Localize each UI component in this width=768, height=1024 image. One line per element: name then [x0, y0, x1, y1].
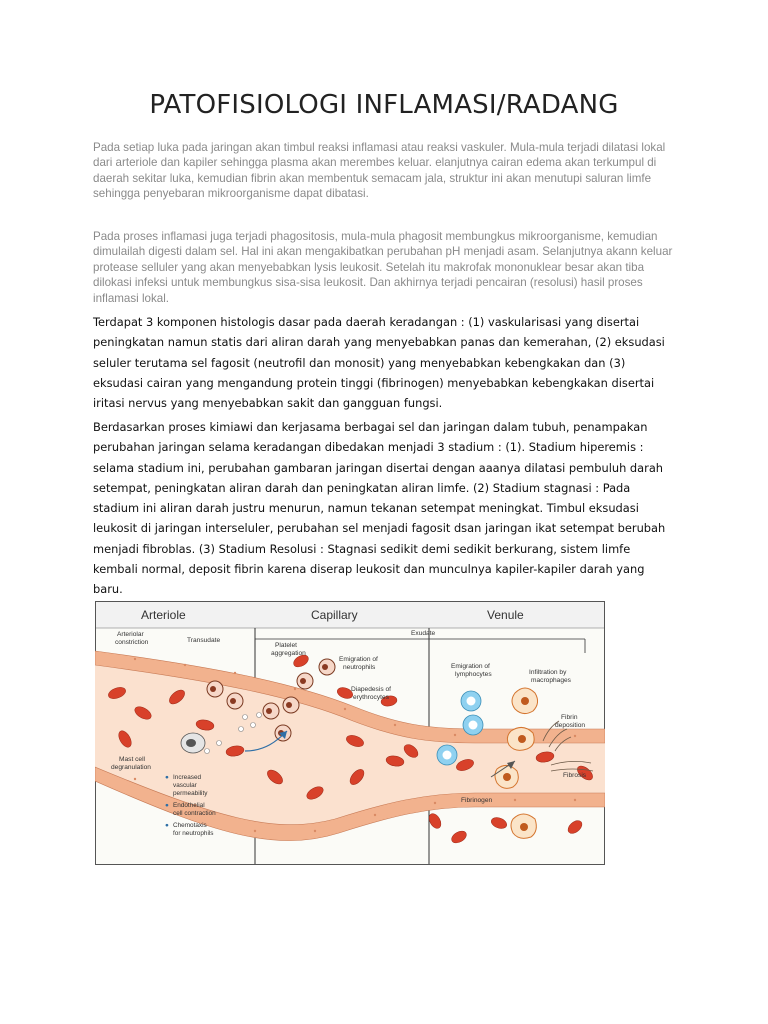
label-diapedesis: Diapedesis of [351, 686, 391, 693]
legend-bullet-icon: ● [165, 774, 169, 781]
label-fibrosis: Fibrosis [563, 772, 587, 779]
label-transudate: Transudate [187, 637, 221, 644]
label-fibrin-deposition-2: deposition [555, 722, 586, 729]
inflammation-figure [95, 601, 605, 865]
label-infiltration-2: macrophages [531, 677, 571, 684]
label-emigration-lymphocytes-2: lymphocytes [455, 671, 492, 678]
label-fibrinogen: Fibrinogen [461, 797, 493, 804]
label-infiltration: Infiltration by [529, 669, 567, 676]
inflammation-diagram [95, 601, 605, 865]
legend-permeability-1: Increased [173, 774, 202, 781]
region-capillary: Capillary [311, 608, 358, 622]
label-arteriolar-constriction-2: constriction [115, 639, 149, 646]
region-venule: Venule [487, 608, 524, 622]
label-platelet-aggregation-2: aggregation [271, 650, 306, 657]
stages-paragraph: Berdasarkan proses kimiawi dan kerjasama berbagai sel dan jaringan dalam tubuh, penampakan perubahan jaringan selama keradangan dibedakan menjadi 3 stadium : (1). Stadium hiperemis : selama stadium ini, perubahan gambaran jaringan disertai dengan aaanya dilatasi pembuluh darah setempat, peningkatan aliran darah dan peningkatan aliran limfe. (2) Stadium stagnasi : Pada stadium ini aliran darah justru menurun, namun tekanan setempat meningkat. Timbul eksudasi leukosit di jaringan interseluler, perubahan sel menjadi fagosit dsan jaringan ikat setempat berubah menjadi fibroblas. (3) Stadium Resolusi : Stagnasi sedikit demi sedikit berkurang, sistem limfe kembali normal, deposit fibrin karena diserap leukosit dan munculnya kapiler-kapiler darah yang baru. [93, 420, 666, 597]
label-exudate: Exudate [411, 630, 436, 637]
histology-paragraph: Terdapat 3 komponen histologis dasar pada daerah keradangan : (1) vaskularisasi yang disertai peningkatan namun statis dari aliran darah yang menyebabkan panas dan kemerahan, (2) eksudasi seluler terutama sel fagosit (neutrofil dan monosit) yang menyebabkan kebengkakan dan (3) eksudasi cairan yang mengandung protein tinggi (fibrinogen) menyebabkan kebengkakan disertai iritasi nervus yang menyebabkan sakit dan gangguan fungsi. [93, 315, 665, 411]
legend-chemotaxis-2: for neutrophils [173, 830, 214, 837]
intro-paragraph: Pada setiap luka pada jaringan akan timbul reaksi inflamasi atau reaksi vaskuler. Mula-mula terjadi dilatasi lokal dari arteriole dan kapiler sehingga plasma akan merembes keluar. elanjutnya cairan edema akan terkumpul di daerah sekitar luka, kemudian fibrin akan membentuk semacam jala, struktur ini akan menutupi saluran limfe sehingga penyebaran mikroorganisme dapat dibatasi. [93, 141, 666, 201]
label-platelet-aggregation: Platelet [275, 642, 297, 649]
label-diapedesis-2: erythrocytes [353, 694, 389, 701]
legend-permeability-3: permeability [173, 790, 208, 797]
legend-endothelial-2: cell contraction [173, 810, 216, 817]
label-emigration-neutrophils-2: neutrophils [343, 664, 376, 671]
phagocytosis-paragraph: Pada proses inflamasi juga terjadi phagositosis, mula-mula phagosit membungkus mikroorganisme, kemudian dimulailah digesti dalam sel. Hal ini akan mengakibatkan perubahan pH menjadi asam. Selanjutnya akann keluar protease selluler yang akan menyebabkan lysis leukosit. Setelah itu makrofak mononuklear besar akan tiba dilokasi infeksi untuk membungkus sisa-sisa leukosit. Dan akhirnya terjadi pencairan (resolusi) hasil proses inflamasi lokal. [93, 230, 673, 305]
label-arteriolar-constriction: Arteriolar [117, 631, 144, 638]
label-fibrin-deposition: Fibrin [561, 714, 578, 721]
legend-bullet-icon: ● [165, 802, 169, 809]
label-emigration-neutrophils: Emigration of [339, 656, 378, 663]
legend-bullet-icon: ● [165, 822, 169, 829]
label-mast-cell: Mast cell [119, 756, 146, 763]
label-emigration-lymphocytes: Emigration of [451, 663, 490, 670]
legend-permeability-2: vascular [173, 782, 197, 789]
label-mast-cell-2: degranulation [111, 764, 151, 771]
page-title: PATOFISIOLOGI INFLAMASI/RADANG [149, 90, 619, 120]
legend-chemotaxis-1: Chemotaxis [173, 822, 207, 829]
region-arteriole: Arteriole [141, 608, 186, 622]
legend-endothelial-1: Endothelial [173, 802, 205, 809]
